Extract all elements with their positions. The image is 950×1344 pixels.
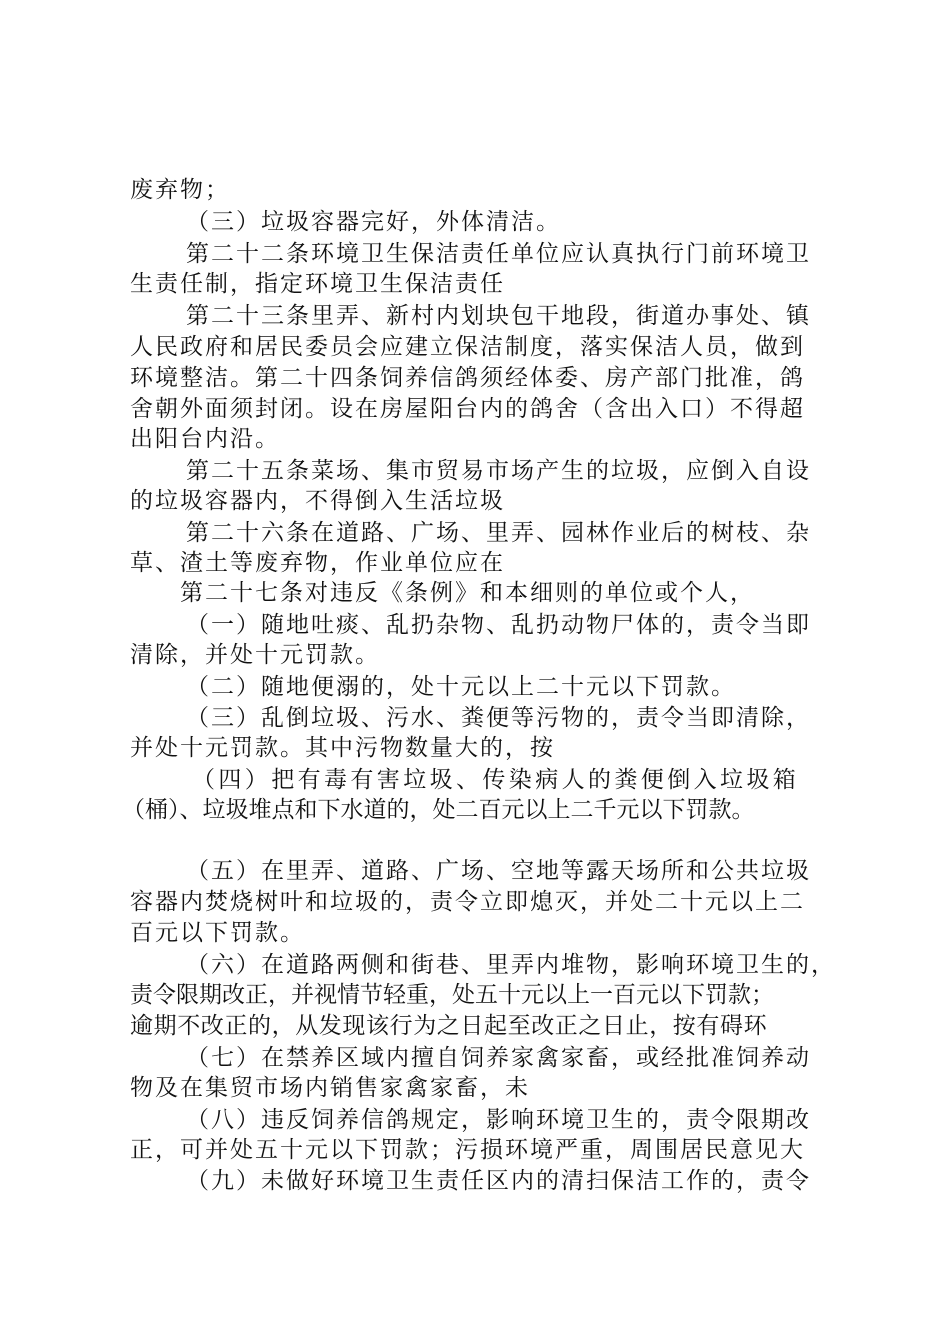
text-line: 草、渣土等废弃物，作业单位应在 <box>130 550 505 576</box>
text-line: （三）乱倒垃圾、污水、粪便等污物的，责令当即清除， <box>186 705 811 731</box>
text-line: （九）未做好环境卫生责任区内的清扫保洁工作的，责令 <box>186 1168 811 1194</box>
text-line: 百元以下罚款。 <box>130 920 305 946</box>
text-line: 生责任制，指定环境卫生保洁责任 <box>130 271 505 297</box>
text-line: 废弃物； <box>130 177 230 203</box>
text-line: （三）垃圾容器完好，外体清洁。 <box>186 209 561 235</box>
text-line: （七）在禁养区域内擅自饲养家禽家畜，或经批准饲养动 <box>186 1045 811 1071</box>
text-line: 第二十五条菜场、集市贸易市场产生的垃圾，应倒入自设 <box>186 458 811 484</box>
text-line: 正，可并处五十元以下罚款；污损环境严重，周围居民意见大 <box>130 1137 805 1163</box>
text-line: 第二十七条对违反《条例》和本细则的单位或个人， <box>180 580 755 606</box>
text-line: （八）违反饲养信鸽规定，影响环境卫生的，责令限期改 <box>186 1107 811 1133</box>
text-line: 逾期不改正的，从发现该行为之日起至改正之日止，按有碍环 <box>130 1013 768 1039</box>
text-line: 人民政府和居民委员会应建立保洁制度，落实保洁人员，做到 <box>130 334 805 360</box>
text-line: 责令限期改正，并视情节轻重，处五十元以上一百元以下罚款； <box>130 982 774 1008</box>
text-line: （桶）、垃圾堆点和下水道的，处二百元以上二千元以下罚款。 <box>122 797 755 823</box>
text-line: （二）随地便溺的，处十元以上二十元以下罚款。 <box>186 674 736 700</box>
text-line: （五）在里弄、道路、广场、空地等露天场所和公共垃圾 <box>186 858 811 884</box>
text-line: 出阳台内沿。 <box>130 426 280 452</box>
text-line: （四）把有毒有害垃圾、传染病人的粪便倒入垃圾箱 <box>192 767 800 793</box>
text-line: 第二十三条里弄、新村内划块包干地段，街道办事处、镇 <box>186 303 811 329</box>
text-line: 的垃圾容器内，不得倒入生活垃圾 <box>130 488 505 514</box>
text-line: 物及在集贸市场内销售家禽家畜，未 <box>130 1075 530 1101</box>
text-line: 舍朝外面须封闭。设在房屋阳台内的鸽舍（含出入口）不得超 <box>130 396 805 422</box>
text-line: （六）在道路两侧和街巷、里弄内堆物，影响环境卫生的， <box>186 952 836 978</box>
text-line: 并处十元罚款。其中污物数量大的，按 <box>130 735 555 761</box>
text-line: 第二十二条环境卫生保洁责任单位应认真执行门前环境卫 <box>186 241 811 267</box>
text-line: 环境整洁。第二十四条饲养信鸽须经体委、房产部门批准，鸽 <box>130 365 805 391</box>
text-line: 第二十六条在道路、广场、里弄、园林作业后的树枝、杂 <box>186 520 811 546</box>
text-line: 容器内焚烧树叶和垃圾的，责令立即熄灭，并处二十元以上二 <box>130 889 805 915</box>
text-line: 清除，并处十元罚款。 <box>130 642 380 668</box>
text-line: （一）随地吐痰、乱扔杂物、乱扔动物尸体的，责令当即 <box>186 612 811 638</box>
